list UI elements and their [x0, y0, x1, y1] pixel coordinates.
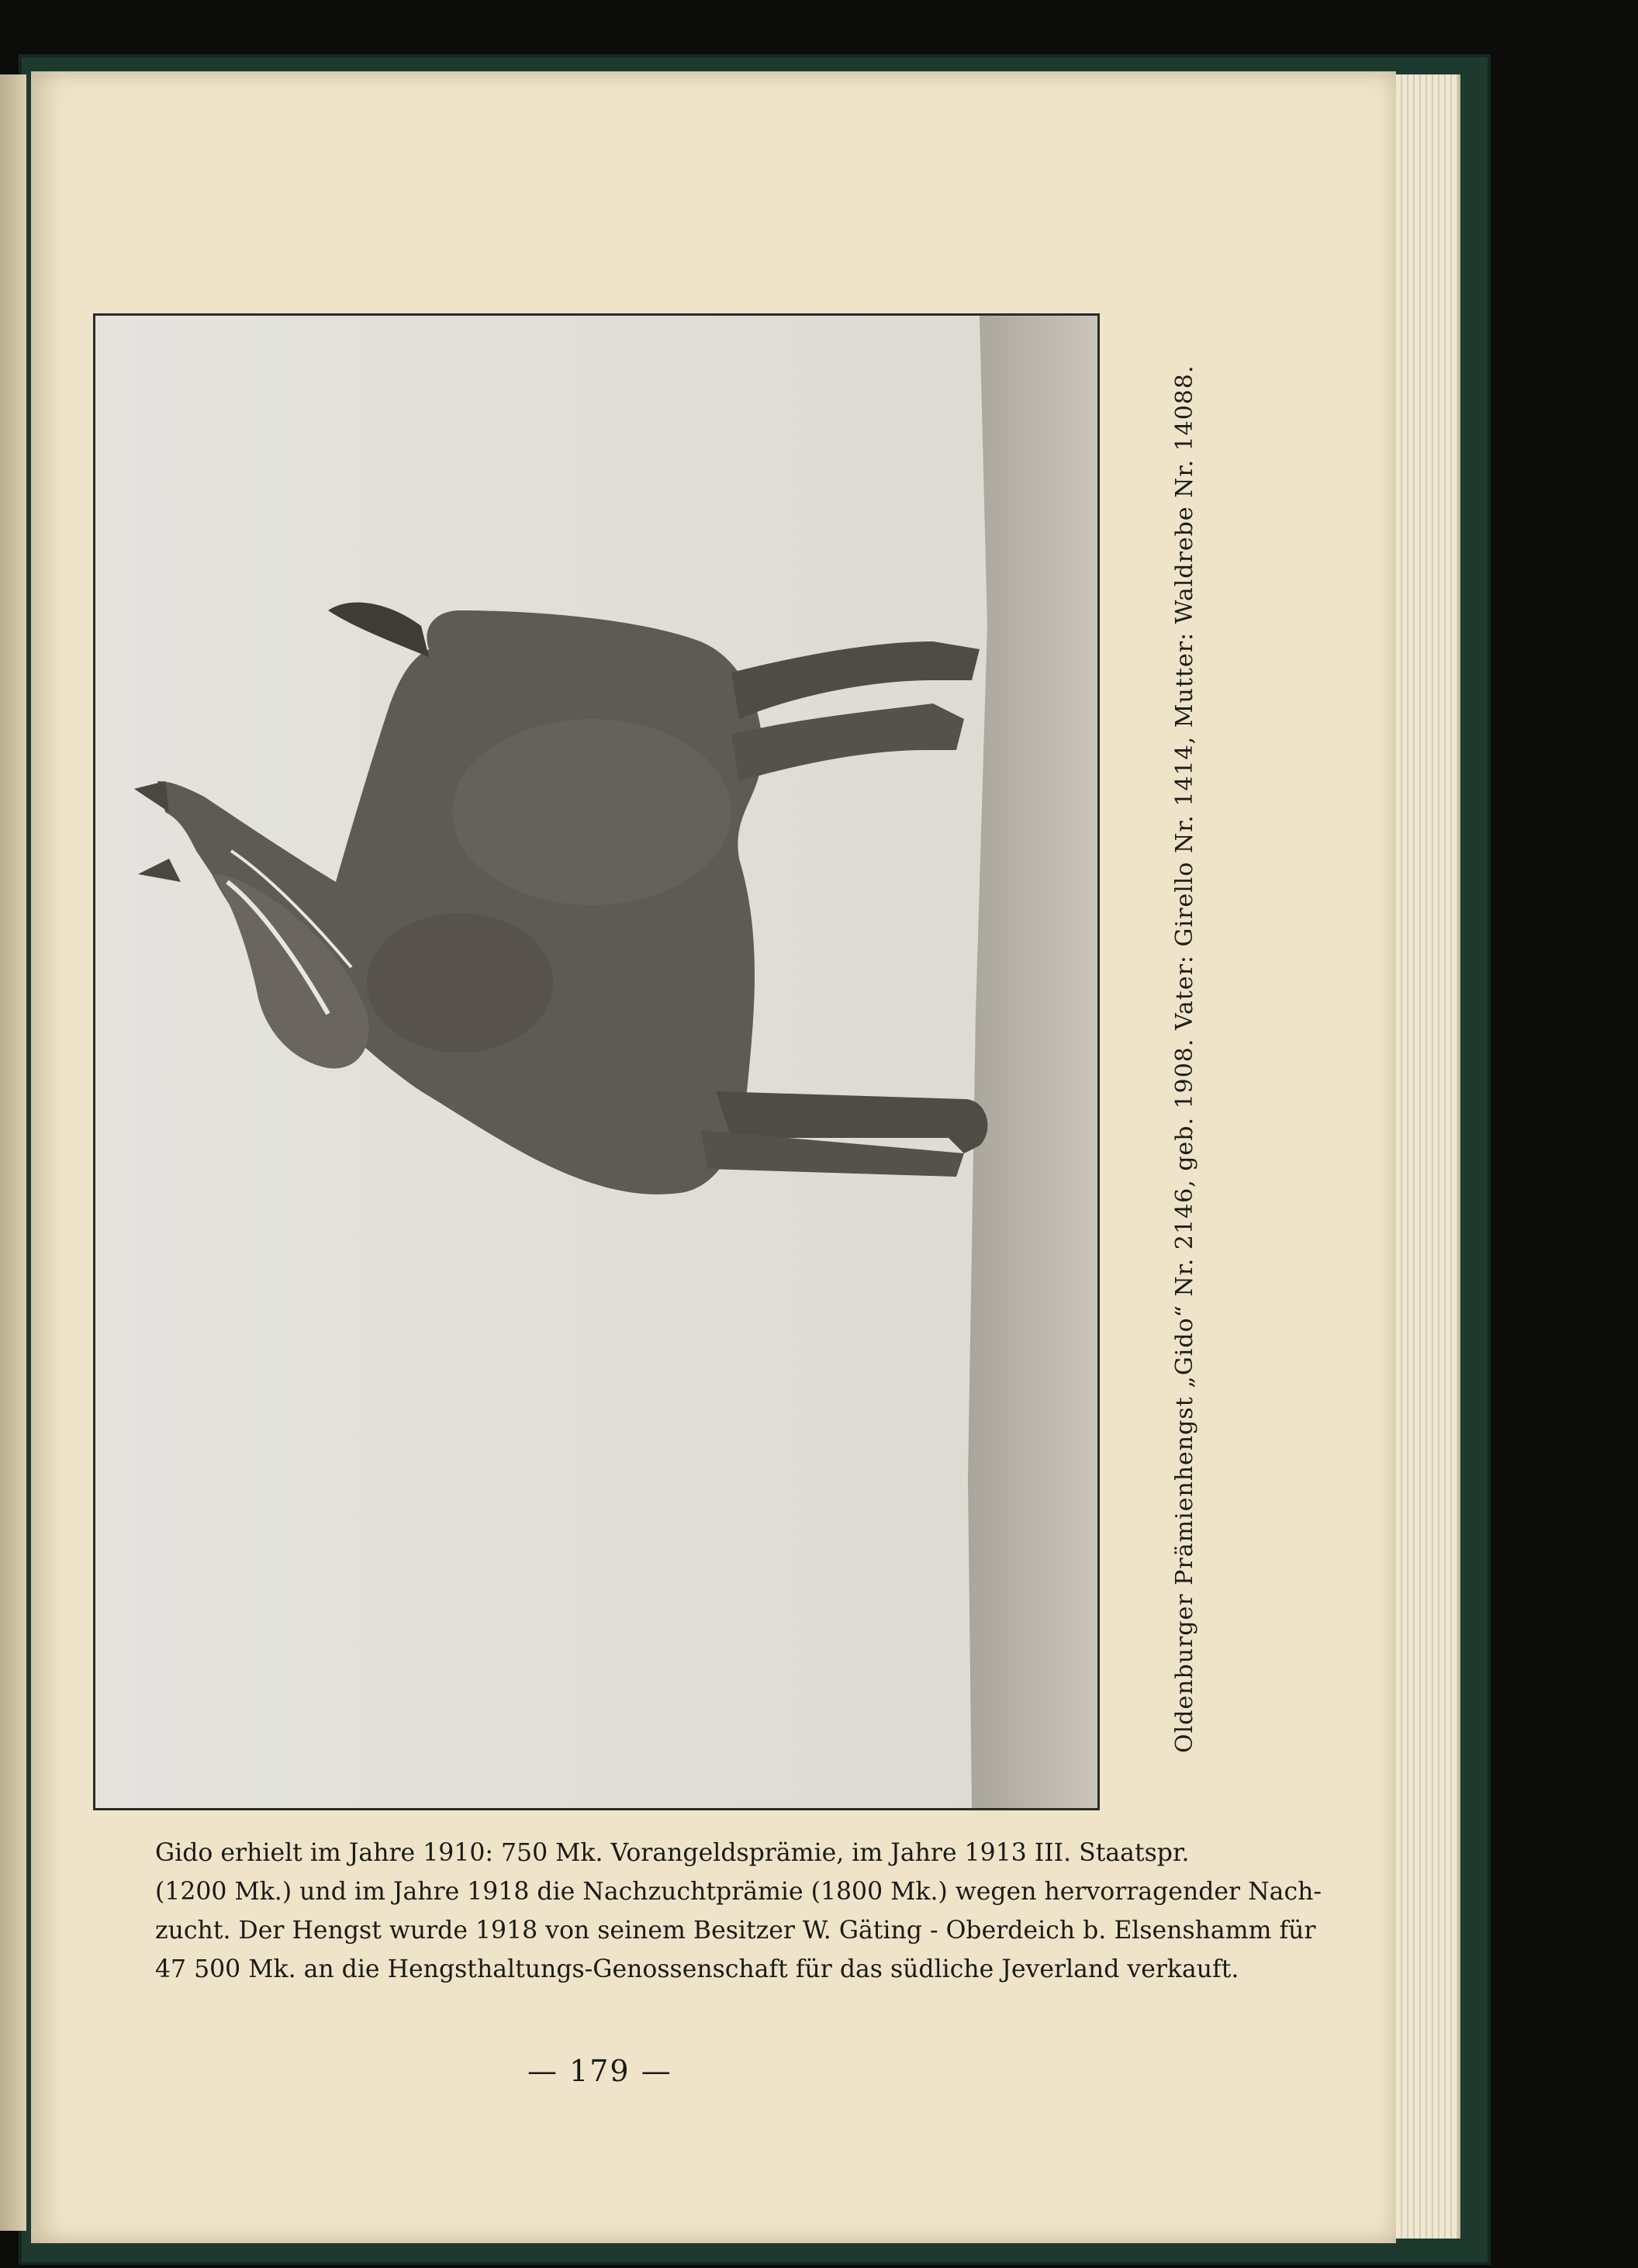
- facing-page-edge: [0, 74, 26, 2231]
- horse-photograph: [93, 313, 1100, 1810]
- page-number: — 179 —: [527, 2054, 672, 2088]
- body-line-2: (1200 Mk.) und im Jahre 1918 die Nachzuchtprämie (1800 Mk.) wegen hervorragender Nach-: [155, 1878, 1322, 1906]
- body-text: [155, 1834, 1322, 1989]
- page-edges: [1390, 74, 1460, 2239]
- body-line-3: zucht. Der Hengst wurde 1918 von seinem Besitzer W. Gäting - Oberdeich b. Elsenshamm für: [155, 1917, 1316, 1945]
- photo-caption: Oldenburger Prämienhengst „Gido“ Nr. 2146, geb. 1908. Vater: Girello Nr. 1414, Mutter: Waldrebe Nr. 14088.: [1171, 365, 1198, 1753]
- body-line-1: Gido erhielt im Jahre 1910: 750 Mk. Vorangeldsprämie, im Jahre 1913 III. Staatspr.: [155, 1839, 1190, 1867]
- body-line-4: 47 500 Mk. an die Hengsthaltungs-Genossenschaft für das südliche Jeverland verkauft.: [155, 1955, 1239, 1983]
